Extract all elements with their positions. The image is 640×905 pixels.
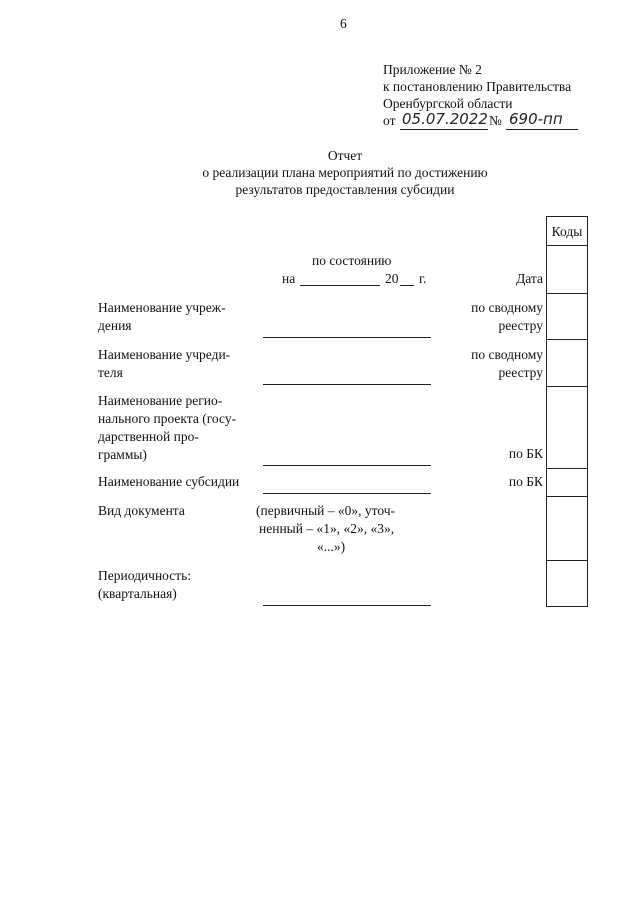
institution-label: Наименование учреж- <box>98 300 226 315</box>
project-field <box>263 465 431 466</box>
project-label: нального проекта (госу- <box>98 411 237 426</box>
appendix-line2: к постановлению Правительства <box>383 79 572 94</box>
summary-registry-label: по сводному <box>471 300 543 315</box>
handwritten-number: 690-пп <box>509 110 563 128</box>
summary-registry-label: реестру <box>498 365 543 380</box>
title-line1: Отчет <box>327 148 363 163</box>
doc-type-note: (первичный – «0», уточ- <box>256 503 396 518</box>
code-cell-divider <box>547 339 587 340</box>
as-of-year-prefix: 20 <box>385 271 399 286</box>
codes-header: Коды <box>551 224 583 239</box>
as-of-label: по состоянию <box>312 253 392 268</box>
as-of-date-blank <box>300 285 380 286</box>
code-cell-divider <box>547 245 587 246</box>
as-of-year-suffix: г. <box>419 271 427 286</box>
code-cell-divider <box>547 293 587 294</box>
page-number: 6 <box>340 16 347 31</box>
summary-registry-label: реестру <box>498 318 543 333</box>
bk-label: по БК <box>508 446 543 461</box>
handwritten-date: 05.07.2022 <box>402 110 488 128</box>
project-label: дарственной про- <box>98 429 199 444</box>
doc-type-label: Вид документа <box>98 503 185 518</box>
code-cell-divider <box>547 496 587 497</box>
number-underline <box>506 129 578 130</box>
appendix-line3: Оренбургской области <box>383 96 513 111</box>
code-cell-divider <box>547 468 587 469</box>
as-of-on: на <box>282 271 296 286</box>
periodicity-label: Периодичность: <box>98 568 192 583</box>
founder-label: Наименование учреди- <box>98 347 231 362</box>
institution-field <box>263 337 431 338</box>
title-line2: о реализации плана мероприятий по достижению <box>202 165 488 180</box>
date-label: Дата <box>516 271 543 286</box>
summary-registry-label: по сводному <box>471 347 543 362</box>
doc-type-note: «...») <box>317 539 346 554</box>
title-line3: результатов предоставления субсидии <box>235 182 455 197</box>
appendix-from-prefix: от <box>383 113 396 128</box>
codes-column <box>546 216 588 607</box>
subsidy-field <box>263 493 431 494</box>
institution-label: дения <box>98 318 132 333</box>
periodicity-label: (квартальная) <box>98 586 177 601</box>
project-label: граммы) <box>98 447 147 462</box>
code-cell-divider <box>547 560 587 561</box>
code-cell-divider <box>547 386 587 387</box>
bk-label: по БК <box>508 474 543 489</box>
date-underline <box>400 129 488 130</box>
as-of-year-blank <box>400 285 414 286</box>
appendix-title: Приложение № 2 <box>383 62 482 77</box>
founder-label: теля <box>98 365 123 380</box>
project-label: Наименование регио- <box>98 393 223 408</box>
doc-type-note: ненный – «1», «2», «3», <box>259 521 395 536</box>
number-sign: № <box>489 113 502 128</box>
founder-field <box>263 384 431 385</box>
periodicity-field <box>263 605 431 606</box>
subsidy-label: Наименование субсидии <box>98 474 240 489</box>
